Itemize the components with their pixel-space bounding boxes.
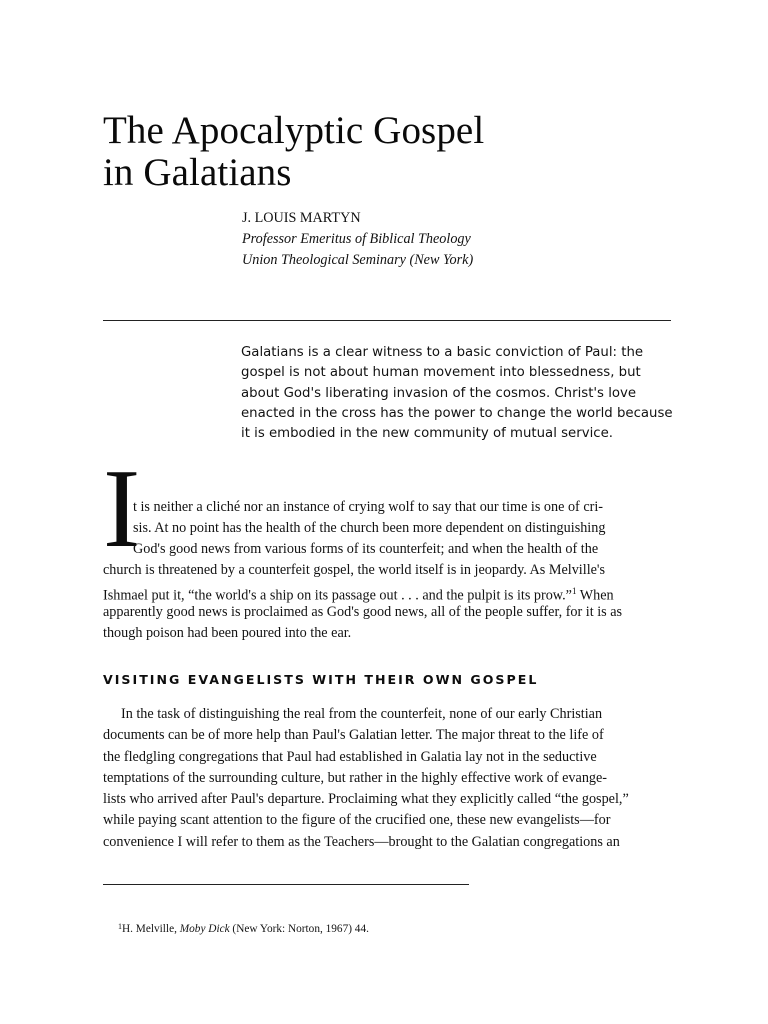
header-divider — [103, 320, 671, 321]
article-title — [103, 110, 703, 194]
intro-line-7: though poison had been poured into the ear. — [103, 625, 352, 641]
author-block — [242, 208, 662, 271]
section-paragraph — [103, 704, 669, 853]
section-line-4: temptations of the surrounding culture, but rather in the highly effective work of evange- — [103, 769, 608, 786]
footnote-book-title: Moby Dick — [179, 923, 230, 935]
section-line-7: convenience I will refer to them as the Teachers—brought to the Galatian congregations an — [103, 833, 620, 850]
section-line-1: In the task of distinguishing the real from the counterfeit, none of our early Christian — [121, 706, 603, 722]
footnote-text-after: (New York: Norton, 1967) 44. — [229, 923, 369, 935]
intro-line-5-text: Ishmael put it, “the world's a ship on its passage out . . . and the pulpit is its prow.” — [103, 587, 572, 604]
author-affiliation-title: Professor Emeritus of Biblical Theology — [242, 231, 471, 247]
author-affiliation-institution: Union Theological Seminary (New York) — [242, 252, 474, 268]
section-line-5: lists who arrived after Paul's departure. Proclaiming what they explicitly called “the gospel,” — [103, 791, 629, 808]
intro-line-3: God's good news from various forms of its counterfeit; and when the health of the — [133, 541, 599, 557]
section-line-6: while paying scant attention to the figure of the crucified one, these new evangelists—for — [103, 812, 611, 829]
title-line-1: The Apocalyptic Gospel — [103, 109, 485, 152]
intro-line-4: church is threatened by a counterfeit gospel, the world itself is in jeopardy. As Melville's — [103, 562, 606, 578]
section-line-3: the fledgling congregations that Paul had established in Galatia lay not in the seductive — [103, 748, 597, 765]
title-line-2: in Galatians — [103, 151, 292, 194]
author-name: J. LOUIS MARTYN — [242, 210, 361, 226]
section-heading: VISITING EVANGELISTS WITH THEIR OWN GOSPEL — [103, 672, 539, 687]
footnote-number: 1 — [118, 922, 122, 931]
intro-line-1: t is neither a cliché nor an instance of crying wolf to say that our time is one of cri- — [133, 499, 604, 515]
footnote-text-before: H. Melville, — [122, 923, 180, 935]
intro-line-5-tail: When — [576, 587, 614, 604]
intro-line-2: sis. At no point has the health of the church been more dependent on distinguishing — [133, 520, 606, 536]
footnote-reference[interactable]: 1 — [571, 586, 577, 596]
abstract — [241, 343, 681, 444]
section-line-2: documents can be of more help than Paul's Galatian letter. The major threat to the life of — [103, 727, 604, 744]
drop-cap: I — [103, 447, 141, 571]
footnote — [118, 919, 618, 937]
footnote-divider — [103, 884, 469, 885]
intro-line-6: apparently good news is proclaimed as God's good news, all of the people suffer, for it is as — [103, 604, 623, 620]
abstract-text: Galatians is a clear witness to a basic conviction of Paul: the gospel is not about human movement into blessedness, but about God's liberating invasion of the cosmos. Christ's love enacted in the cross has the power to change the world because it is embodied in the new community of mutual service. — [241, 345, 673, 442]
